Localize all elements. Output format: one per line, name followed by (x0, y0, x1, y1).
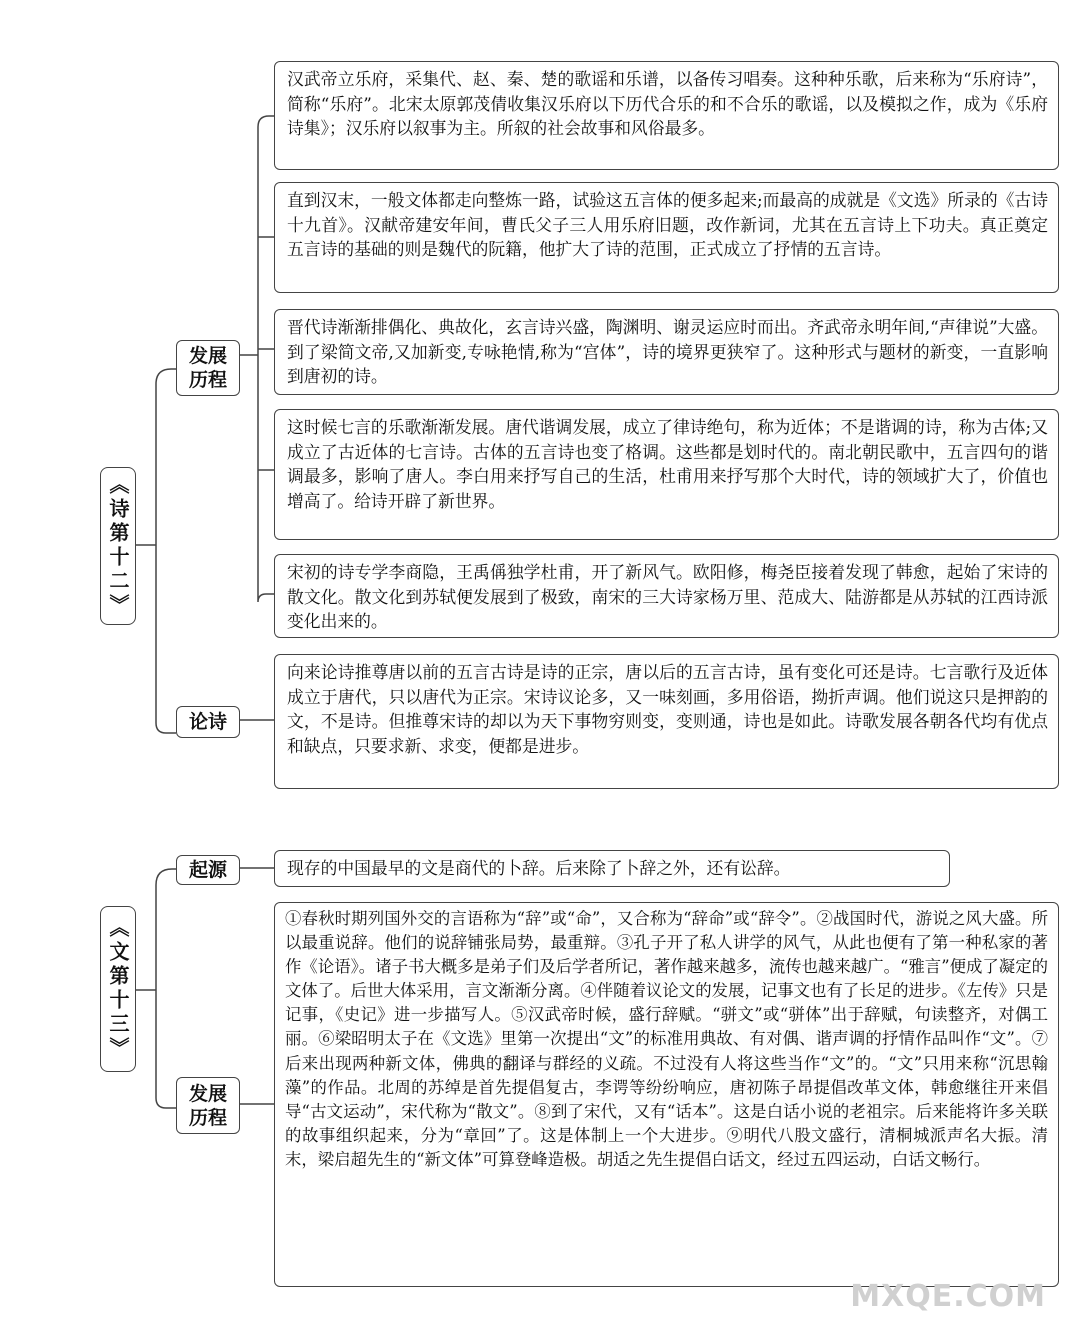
root-node-prose: 《文第十三》 (100, 906, 136, 1072)
watermark-text: MXQE.COM (850, 1279, 1046, 1314)
prose-origin-text: 现存的中国最早的文是商代的卜辞。后来除了卜辞之外，还有讼辞。 (274, 850, 950, 887)
poetry-development-item-4: 这时候七言的乐歌渐渐发展。唐代谐调发展，成立了律诗绝句，称为近体；不是谐调的诗，称为古体;又成立了古近体的七言诗。古体的五言诗也变了格调。这些都是划时代的。南北朝民歌中，五言四句的谐调最多，影响了唐人。李白用来抒写自己的生活，杜甫用来抒写那个大时代，诗的领域扩大了，价值也增高了。给诗开辟了新世界。 (274, 409, 1059, 540)
connector-dev1-leaves (240, 116, 274, 602)
branch-node-prose-origin: 起源 (176, 855, 240, 885)
poetry-development-item-1: 汉武帝立乐府，采集代、赵、秦、楚的歌谣和乐谱，以备传习唱奏。这种种乐歌，后来称为“乐府诗”，简称“乐府”。北宋太原郭茂倩收集汉乐府以下历代合乐的和不合乐的歌谣，以及模拟之作，成为《乐府诗集》；汉乐府以叙事为主。所叙的社会故事和风俗最多。 (274, 61, 1059, 170)
poetry-development-item-2: 直到汉末，一般文体都走向整炼一路，试验这五言体的便多起来;而最高的成就是《文选》所录的《古诗十九首》。汉献帝建安年间，曹氏父子三人用乐府旧题，改作新词，尤其在五言诗上下功夫。真正奠定五言诗的基础的则是魏代的阮籍，他扩大了诗的范围，正式成立了抒情的五言诗。 (274, 182, 1059, 293)
branch-node-poetry-discussion: 论诗 (176, 706, 240, 738)
prose-development-text: ①春秋时期列国外交的言语称为“辞”或“命”，又合称为“辞命”或“辞令”。②战国时代，游说之风大盛。所以最重说辞。他们的说辞铺张局势，最重辩。③孔子开了私人讲学的风气，从此也便有了第一种私家的著作《论语》。诸子书大概多是弟子们及后学者所记，著作越来越多，流传也越来越广。“雅言”便成了凝定的文体了。后世大体采用，言文渐渐分离。④伴随着议论文的发展，记事文也有了长足的进步。《左传》只是记事，《史记》进一步描写人。⑤汉武帝时候，盛行辞赋。“骈文”或“骈体”出于辞赋，句读整齐，对偶工丽。⑥梁昭明太子在《文选》里第一次提出“文”的标准用典故、有对偶、谐声调的抒情作品叫作“文”。⑦后来出现两种新文体，佛典的翻译与群经的义疏。不过没有人将这些当作“文”的。“文”只用来称“沉思翰藻”的作品。北周的苏绰是首先提倡复古，李谔等纷纷响应，唐初陈子昂提倡改革文体，韩愈继往开来倡导“古文运动”，宋代称为“散文”。⑧到了宋代，又有“话本”。这是白话小说的老祖宗。后来能将许多关联的故事组织起来，分为“章回”了。这是体制上一个大进步。⑨明代八股文盛行，清桐城派声名大振。清末，梁启超先生的“新文体”可算登峰造极。胡适之先生提倡白话文，经过五四运动，白话文畅行。 (274, 902, 1059, 1287)
poetry-development-item-3: 晋代诗渐渐排偶化、典故化，玄言诗兴盛，陶渊明、谢灵运应时而出。齐武帝永明年间,“声律说”大盛。到了梁简文帝,又加新变,专咏艳情,称为“宫体”，诗的境界更狭窄了。这种形式与题材的新变，一直影响到唐初的诗。 (274, 309, 1059, 395)
branch-node-poetry-development: 发展历程 (176, 340, 240, 396)
poetry-discussion-text: 向来论诗推尊唐以前的五言古诗是诗的正宗，唐以后的五言古诗，虽有变化可还是诗。七言歌行及近体成立于唐代，只以唐代为正宗。宋诗议论多，又一味刻画，多用俗语，拗折声调。他们说这只是押韵的文，不是诗。但推尊宋诗的却以为天下事物穷则变，变则通，诗也是如此。诗歌发展各朝各代均有优点和缺点，只要求新、求变，便都是进步。 (274, 654, 1059, 789)
connector-root1-branches (136, 369, 176, 733)
poetry-development-item-5: 宋初的诗专学李商隐，王禹偁独学杜甫，开了新风气。欧阳修，梅尧臣接着发现了韩愈，起始了宋诗的散文化。散文化到苏轼便发展到了极致，南宋的三大诗家杨万里、范成大、陆游都是从苏轼的江西诗派变化出来的。 (274, 554, 1059, 638)
connector-root2-branches (136, 869, 176, 1108)
root-node-poetry: 《诗第十二》 (100, 467, 136, 625)
branch-node-prose-development: 发展历程 (176, 1077, 240, 1134)
